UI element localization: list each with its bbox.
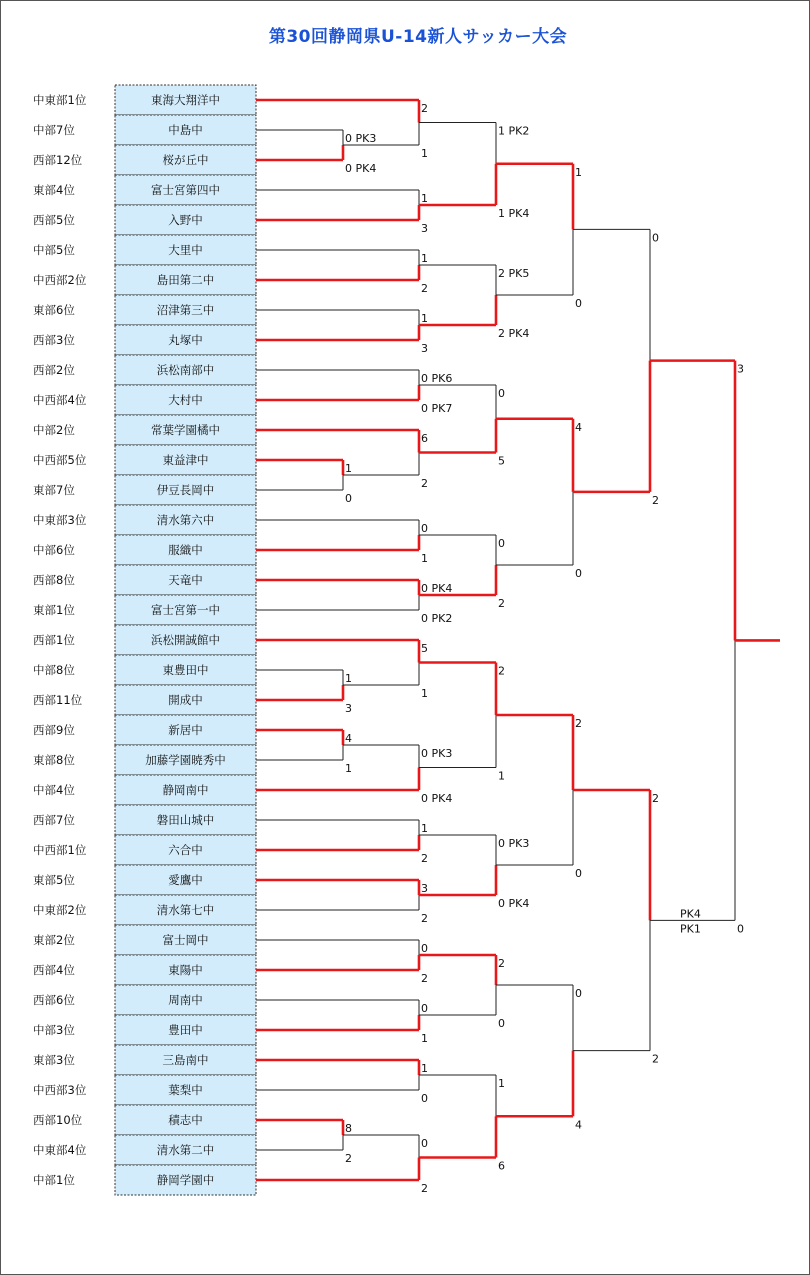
round1-match-score-bottom: 0 (421, 1092, 428, 1105)
round1-match-score-bottom: 3 (421, 342, 428, 355)
round1-match-score-top: 0 (421, 942, 428, 955)
team-rank: 西部11位 (33, 693, 83, 707)
round2-match-score-top: 0 PK3 (498, 837, 530, 850)
team-name: 桜が丘中 (162, 153, 209, 167)
team-rank: 中部1位 (33, 1173, 75, 1187)
team-name: 三島南中 (162, 1053, 209, 1067)
semifinal-match-score-top: 2 (652, 792, 659, 805)
round2-match-score-top: 0 (498, 387, 505, 400)
team-rank: 中東部2位 (33, 903, 87, 917)
round1-match-score-bottom: 3 (421, 222, 428, 235)
team-name: 富士宮第一中 (151, 603, 220, 617)
team-rank: 東部3位 (33, 1053, 75, 1067)
quarterfinal-match-score-bottom: 0 (575, 567, 582, 580)
prelim-match-score-bottom: 3 (345, 702, 352, 715)
team-rank: 西部1位 (33, 633, 75, 647)
team-rank: 中西部1位 (33, 843, 87, 857)
team-name: 島田第二中 (156, 273, 215, 287)
quarterfinal-match-score-top: 1 (575, 165, 582, 179)
round2-match-score-top: 2 PK5 (498, 267, 530, 280)
team-rank: 西部2位 (33, 363, 75, 377)
team-name: 東海大翔洋中 (151, 93, 220, 107)
round1-match-score-top: 1 (421, 312, 428, 325)
team-name: 天竜中 (168, 573, 203, 587)
round2-match-score-bottom: 2 PK4 (498, 327, 530, 340)
round1-match-score-bottom: 2 (421, 852, 428, 865)
round1-match-score-bottom: 1 (421, 687, 428, 700)
round1-match-score-top: 0 (421, 522, 428, 535)
team-rank: 東部5位 (33, 873, 75, 887)
round2-match-score-top: 2 (498, 957, 505, 970)
team-rank: 中東部1位 (33, 93, 87, 107)
quarterfinal-match-score-top: 2 (575, 717, 582, 730)
round1-match-score-top: 6 (421, 432, 428, 445)
round1-match-score-top: 0 PK6 (421, 372, 453, 385)
final-match-score-top: 3 (737, 362, 744, 376)
team-rank: 中西部4位 (33, 393, 87, 407)
team-rank: 東部8位 (33, 753, 75, 767)
semifinal-match-pk-top: PK4 (680, 907, 701, 921)
team-name: 積志中 (168, 1113, 203, 1127)
team-name: 葉梨中 (168, 1083, 203, 1097)
team-rank: 西部5位 (33, 213, 75, 227)
team-name: 浜松南部中 (156, 363, 215, 377)
team-rank: 東部7位 (33, 483, 75, 497)
semifinal-match-score-top: 0 (652, 231, 659, 245)
team-rank: 中西部2位 (33, 273, 87, 287)
prelim-match-score-bottom: 2 (345, 1152, 352, 1165)
round1-match-score-top: 1 (421, 822, 428, 835)
round2-match-score-bottom: 5 (498, 454, 505, 468)
round1-match-score-bottom: 2 (421, 282, 428, 295)
round1-match-score-top: 1 (421, 252, 428, 265)
team-name: 東益津中 (162, 453, 209, 467)
team-name: 東豊田中 (162, 663, 209, 677)
team-rank: 中東部3位 (33, 513, 87, 527)
prelim-match-score-bottom: 0 (345, 492, 352, 505)
quarterfinal-match-score-bottom: 0 (575, 297, 582, 310)
team-rank: 中西部5位 (33, 453, 87, 467)
team-rank: 西部3位 (33, 333, 75, 347)
quarterfinal-match-score-top: 0 (575, 987, 582, 1000)
team-name: 富士宮第四中 (151, 183, 220, 197)
round1-match-score-bottom: 0 PK7 (421, 402, 453, 415)
team-rank: 東部4位 (33, 183, 75, 197)
round1-match-score-top: 1 (421, 1062, 428, 1075)
team-name: 大村中 (168, 393, 203, 407)
prelim-match-score-top: 1 (345, 672, 352, 685)
round1-match-score-bottom: 2 (421, 1182, 428, 1195)
prelim-match-score-top: 0 PK3 (345, 132, 377, 145)
team-name: 清水第六中 (156, 513, 215, 527)
round1-match-score-bottom: 1 (421, 147, 428, 160)
team-rank: 中部7位 (33, 123, 75, 137)
round2-match-score-top: 1 (498, 1077, 505, 1090)
round2-match-score-bottom: 6 (498, 1159, 505, 1173)
quarterfinal-match-score-top: 4 (575, 420, 582, 434)
team-name: 丸塚中 (168, 333, 203, 347)
team-name: 中島中 (168, 123, 203, 137)
team-name: 新居中 (168, 723, 203, 737)
team-rank: 中西部3位 (33, 1083, 87, 1097)
team-name: 静岡南中 (162, 783, 209, 797)
round1-match-score-top: 5 (421, 642, 428, 655)
team-rank: 西部12位 (33, 153, 83, 167)
team-rank: 東部1位 (33, 603, 75, 617)
final-match-score-bottom: 0 (737, 922, 744, 936)
team-name: 服織中 (168, 543, 203, 557)
team-rank: 中部6位 (33, 543, 75, 557)
prelim-match-score-top: 8 (345, 1122, 352, 1135)
team-name: 沼津第三中 (156, 303, 215, 317)
page-title: 第30回静岡県U-14新人サッカー大会 (268, 27, 568, 47)
team-name: 大里中 (168, 243, 203, 257)
round1-match-score-top: 0 PK4 (421, 582, 453, 595)
round2-match-score-bottom: 1 (498, 769, 505, 783)
round1-match-score-bottom: 2 (421, 912, 428, 925)
team-name: 入野中 (168, 213, 203, 227)
team-name: 清水第七中 (156, 903, 215, 917)
team-rank: 西部6位 (33, 993, 75, 1007)
team-rank: 西部7位 (33, 813, 75, 827)
round2-match-score-bottom: 0 PK4 (498, 897, 530, 910)
round1-match-score-top: 0 (421, 1002, 428, 1015)
team-name: 愛鷹中 (168, 873, 203, 887)
round2-match-score-bottom: 2 (498, 597, 505, 610)
round1-match-score-bottom: 0 PK2 (421, 612, 453, 625)
team-rank: 中部3位 (33, 1023, 75, 1037)
semifinal-match-pk-bottom: PK1 (680, 922, 701, 936)
team-rank: 中部5位 (33, 243, 75, 257)
team-name: 豊田中 (168, 1023, 203, 1037)
semifinal-match-score-bottom: 2 (652, 493, 659, 507)
prelim-match-score-bottom: 0 PK4 (345, 162, 377, 175)
team-rank: 中東部4位 (33, 1143, 87, 1157)
prelim-match-score-bottom: 1 (345, 762, 352, 775)
round1-match-score-bottom: 1 (421, 1032, 428, 1045)
round1-match-score-top: 2 (421, 102, 428, 115)
team-name: 六合中 (168, 843, 203, 857)
semifinal-match-score-bottom: 2 (652, 1052, 659, 1066)
team-rank: 西部4位 (33, 963, 75, 977)
round2-match-score-top: 0 (498, 537, 505, 550)
team-name: 浜松開誠館中 (151, 633, 220, 647)
team-name: 周南中 (168, 993, 203, 1007)
team-rank: 中部8位 (33, 663, 75, 677)
team-rank: 東部2位 (33, 933, 75, 947)
team-name: 磐田山城中 (156, 813, 215, 827)
round1-match-score-top: 0 PK3 (421, 747, 453, 760)
team-name: 加藤学園暁秀中 (145, 753, 226, 767)
quarterfinal-match-score-bottom: 4 (575, 1118, 582, 1132)
round2-match-score-bottom: 1 PK4 (498, 207, 530, 220)
round1-match-score-top: 0 (421, 1137, 428, 1150)
team-rank: 西部10位 (33, 1113, 83, 1127)
team-rank: 中部2位 (33, 423, 75, 437)
team-rank: 西部8位 (33, 573, 75, 587)
round1-match-score-bottom: 2 (421, 477, 428, 490)
round2-match-score-bottom: 0 (498, 1017, 505, 1030)
round2-match-score-top: 1 PK2 (498, 124, 530, 138)
team-rank: 東部6位 (33, 303, 75, 317)
round1-match-score-top: 3 (421, 882, 428, 895)
team-name: 開成中 (168, 693, 203, 707)
team-name: 静岡学園中 (156, 1173, 215, 1187)
team-rank: 中部4位 (33, 783, 75, 797)
round1-match-score-bottom: 0 PK4 (421, 792, 453, 805)
round2-match-score-top: 2 (498, 664, 505, 678)
round1-match-score-bottom: 2 (421, 972, 428, 985)
quarterfinal-match-score-bottom: 0 (575, 867, 582, 880)
prelim-match-score-top: 1 (345, 462, 352, 475)
team-name: 伊豆長岡中 (156, 483, 215, 497)
team-rank: 西部9位 (33, 723, 75, 737)
round1-match-score-bottom: 1 (421, 552, 428, 565)
round1-match-score-top: 1 (421, 192, 428, 205)
team-name: 東陽中 (168, 963, 203, 977)
team-name: 常葉学園橘中 (151, 423, 220, 437)
team-name: 富士岡中 (162, 933, 209, 947)
team-name: 清水第二中 (156, 1143, 215, 1157)
prelim-match-score-top: 4 (345, 732, 352, 745)
